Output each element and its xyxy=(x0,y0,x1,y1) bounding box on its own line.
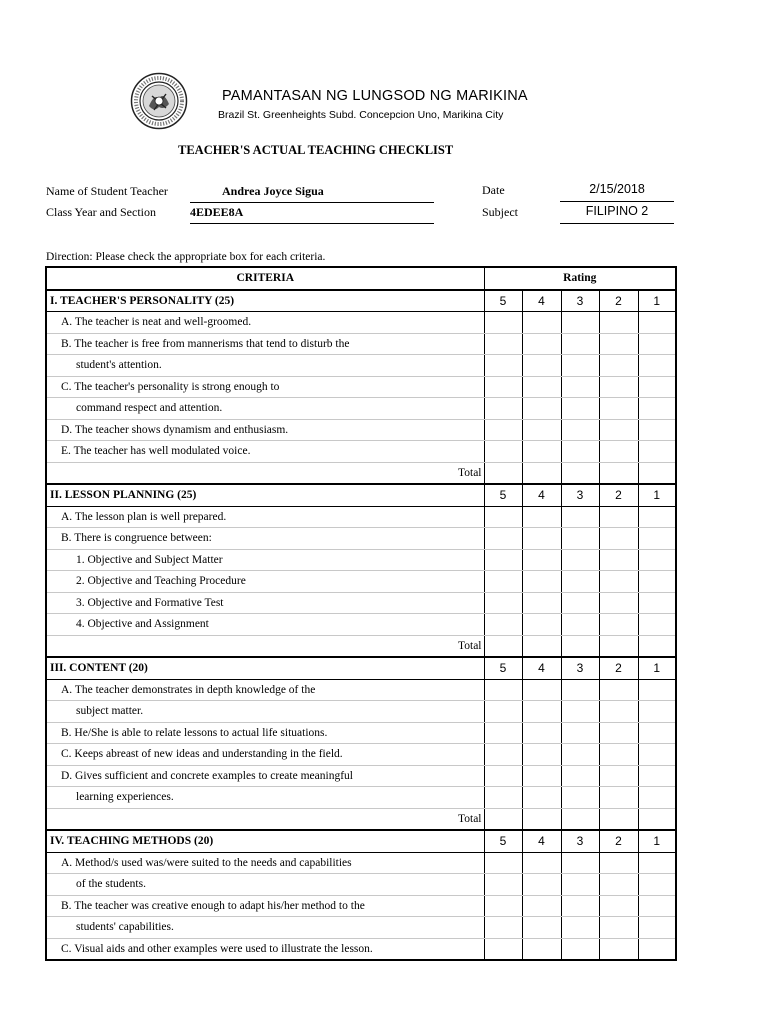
rating-checkbox-cell[interactable] xyxy=(561,571,599,593)
rating-checkbox-cell[interactable] xyxy=(561,549,599,571)
rating-checkbox-cell[interactable] xyxy=(638,549,676,571)
rating-checkbox-cell[interactable] xyxy=(484,398,522,420)
rating-checkbox-cell[interactable] xyxy=(484,441,522,463)
rating-checkbox-cell[interactable] xyxy=(599,419,638,441)
rating-scale-1: 1 xyxy=(638,290,676,312)
student-name-value: Andrea Joyce Sigua xyxy=(222,184,324,198)
criteria-row xyxy=(46,701,676,723)
criteria-row xyxy=(46,333,676,355)
rating-scale-1: 1 xyxy=(638,657,676,679)
rating-checkbox-cell[interactable] xyxy=(561,398,599,420)
rating-checkbox-cell[interactable] xyxy=(522,592,561,614)
table-header-row xyxy=(46,267,676,290)
date-underline xyxy=(560,201,674,202)
university-address: Brazil St. Greenheights Subd. Concepcion Uno, Marikina City xyxy=(218,109,504,121)
rating-checkbox-cell[interactable] xyxy=(561,441,599,463)
section-title: III. CONTENT (20) xyxy=(46,657,484,679)
rating-checkbox-cell[interactable] xyxy=(561,701,599,723)
rating-checkbox-cell[interactable] xyxy=(561,917,599,939)
rating-checkbox-cell[interactable] xyxy=(522,506,561,528)
rating-checkbox-cell[interactable] xyxy=(561,592,599,614)
criteria-row xyxy=(46,679,676,701)
rating-checkbox-cell[interactable] xyxy=(522,441,561,463)
rating-scale-1: 1 xyxy=(638,484,676,506)
criteria-text: D. The teacher shows dynamism and enthusiasm. xyxy=(46,419,484,441)
class-section-label: Class Year and Section xyxy=(46,205,156,219)
rating-scale-3: 3 xyxy=(561,657,599,679)
rating-checkbox-cell[interactable] xyxy=(599,614,638,636)
class-section-value: 4EDEE8A xyxy=(190,205,244,219)
rating-checkbox-cell[interactable] xyxy=(522,549,561,571)
rating-checkbox-cell[interactable] xyxy=(522,528,561,550)
criteria-row xyxy=(46,419,676,441)
total-cell[interactable] xyxy=(599,462,638,484)
rating-scale-3: 3 xyxy=(561,830,599,852)
rating-checkbox-cell[interactable] xyxy=(638,571,676,593)
total-cell[interactable] xyxy=(522,462,561,484)
rating-checkbox-cell[interactable] xyxy=(484,938,522,960)
rating-checkbox-cell[interactable] xyxy=(599,549,638,571)
rating-checkbox-cell[interactable] xyxy=(638,874,676,896)
rating-checkbox-cell[interactable] xyxy=(522,333,561,355)
criteria-text: subject matter. xyxy=(46,701,484,723)
total-row xyxy=(46,462,676,484)
section-row xyxy=(46,657,676,679)
rating-checkbox-cell[interactable] xyxy=(599,376,638,398)
section-title: IV. TEACHING METHODS (20) xyxy=(46,830,484,852)
criteria-row xyxy=(46,874,676,896)
rating-scale-2: 2 xyxy=(599,657,638,679)
total-cell[interactable] xyxy=(484,635,522,657)
direction-text: Direction: Please check the appropriate box for each criteria. xyxy=(46,251,326,263)
rating-checkbox-cell[interactable] xyxy=(561,333,599,355)
criteria-header: CRITERIA xyxy=(46,267,484,290)
rating-checkbox-cell[interactable] xyxy=(522,701,561,723)
rating-checkbox-cell[interactable] xyxy=(599,355,638,377)
criteria-row xyxy=(46,917,676,939)
rating-checkbox-cell[interactable] xyxy=(638,679,676,701)
rating-checkbox-cell[interactable] xyxy=(638,441,676,463)
criteria-text: 4. Objective and Assignment xyxy=(46,614,484,636)
criteria-text: C. Visual aids and other examples were used to illustrate the lesson. xyxy=(46,938,484,960)
total-cell[interactable] xyxy=(561,462,599,484)
criteria-row xyxy=(46,895,676,917)
criteria-text: A. The teacher is neat and well-groomed. xyxy=(46,312,484,334)
rating-checkbox-cell[interactable] xyxy=(484,852,522,874)
total-cell[interactable] xyxy=(599,808,638,830)
criteria-row xyxy=(46,528,676,550)
criteria-row xyxy=(46,938,676,960)
rating-checkbox-cell[interactable] xyxy=(599,787,638,809)
rating-checkbox-cell[interactable] xyxy=(484,312,522,334)
rating-checkbox-cell[interactable] xyxy=(638,419,676,441)
rating-checkbox-cell[interactable] xyxy=(484,549,522,571)
student-name-label: Name of Student Teacher xyxy=(46,184,168,198)
rating-checkbox-cell[interactable] xyxy=(484,722,522,744)
rating-checkbox-cell[interactable] xyxy=(484,506,522,528)
rating-checkbox-cell[interactable] xyxy=(599,765,638,787)
total-cell[interactable] xyxy=(522,808,561,830)
rating-checkbox-cell[interactable] xyxy=(484,895,522,917)
rating-scale-4: 4 xyxy=(522,830,561,852)
date-label: Date xyxy=(482,183,505,197)
rating-checkbox-cell[interactable] xyxy=(522,917,561,939)
rating-checkbox-cell[interactable] xyxy=(522,765,561,787)
criteria-text: A. Method/s used was/were suited to the needs and capabilities xyxy=(46,852,484,874)
rating-checkbox-cell[interactable] xyxy=(599,571,638,593)
rating-checkbox-cell[interactable] xyxy=(599,917,638,939)
rating-checkbox-cell[interactable] xyxy=(484,787,522,809)
criteria-row xyxy=(46,744,676,766)
criteria-text: 3. Objective and Formative Test xyxy=(46,592,484,614)
rating-scale-5: 5 xyxy=(484,290,522,312)
rating-checkbox-cell[interactable] xyxy=(522,398,561,420)
criteria-row xyxy=(46,592,676,614)
rating-scale-4: 4 xyxy=(522,657,561,679)
checklist-table xyxy=(45,266,677,961)
rating-checkbox-cell[interactable] xyxy=(638,355,676,377)
criteria-text: B. He/She is able to relate lessons to actual life situations. xyxy=(46,722,484,744)
rating-checkbox-cell[interactable] xyxy=(599,701,638,723)
criteria-text: 2. Objective and Teaching Procedure xyxy=(46,571,484,593)
criteria-row xyxy=(46,506,676,528)
rating-scale-3: 3 xyxy=(561,484,599,506)
rating-checkbox-cell[interactable] xyxy=(522,895,561,917)
rating-checkbox-cell[interactable] xyxy=(599,722,638,744)
rating-checkbox-cell[interactable] xyxy=(638,765,676,787)
rating-checkbox-cell[interactable] xyxy=(484,376,522,398)
rating-checkbox-cell[interactable] xyxy=(638,722,676,744)
rating-checkbox-cell[interactable] xyxy=(522,852,561,874)
rating-checkbox-cell[interactable] xyxy=(484,571,522,593)
rating-checkbox-cell[interactable] xyxy=(484,528,522,550)
rating-checkbox-cell[interactable] xyxy=(638,312,676,334)
criteria-row xyxy=(46,441,676,463)
criteria-text: B. The teacher was creative enough to adapt his/her method to the xyxy=(46,895,484,917)
total-cell[interactable] xyxy=(599,635,638,657)
criteria-text: learning experiences. xyxy=(46,787,484,809)
rating-checkbox-cell[interactable] xyxy=(599,312,638,334)
criteria-row xyxy=(46,355,676,377)
rating-checkbox-cell[interactable] xyxy=(638,852,676,874)
rating-checkbox-cell[interactable] xyxy=(599,938,638,960)
rating-checkbox-cell[interactable] xyxy=(599,506,638,528)
criteria-text: A. The lesson plan is well prepared. xyxy=(46,506,484,528)
rating-checkbox-cell[interactable] xyxy=(561,787,599,809)
rating-checkbox-cell[interactable] xyxy=(638,917,676,939)
rating-checkbox-cell[interactable] xyxy=(638,614,676,636)
rating-checkbox-cell[interactable] xyxy=(484,419,522,441)
criteria-text: B. There is congruence between: xyxy=(46,528,484,550)
rating-checkbox-cell[interactable] xyxy=(561,506,599,528)
rating-checkbox-cell[interactable] xyxy=(599,744,638,766)
criteria-row xyxy=(46,571,676,593)
rating-checkbox-cell[interactable] xyxy=(638,895,676,917)
total-cell[interactable] xyxy=(638,808,676,830)
rating-checkbox-cell[interactable] xyxy=(638,506,676,528)
criteria-text: student's attention. xyxy=(46,355,484,377)
criteria-text: C. Keeps abreast of new ideas and understanding in the field. xyxy=(46,744,484,766)
rating-scale-4: 4 xyxy=(522,290,561,312)
rating-checkbox-cell[interactable] xyxy=(599,441,638,463)
section-row xyxy=(46,484,676,506)
rating-checkbox-cell[interactable] xyxy=(561,895,599,917)
rating-scale-5: 5 xyxy=(484,830,522,852)
rating-checkbox-cell[interactable] xyxy=(484,333,522,355)
rating-checkbox-cell[interactable] xyxy=(599,528,638,550)
rating-checkbox-cell[interactable] xyxy=(638,938,676,960)
rating-checkbox-cell[interactable] xyxy=(599,895,638,917)
criteria-row xyxy=(46,549,676,571)
criteria-row xyxy=(46,312,676,334)
criteria-text: A. The teacher demonstrates in depth knowledge of the xyxy=(46,679,484,701)
section-row xyxy=(46,290,676,312)
rating-checkbox-cell[interactable] xyxy=(522,376,561,398)
rating-checkbox-cell[interactable] xyxy=(561,312,599,334)
document-title: TEACHER'S ACTUAL TEACHING CHECKLIST xyxy=(178,143,454,157)
rating-checkbox-cell[interactable] xyxy=(561,744,599,766)
rating-scale-1: 1 xyxy=(638,830,676,852)
rating-checkbox-cell[interactable] xyxy=(522,744,561,766)
section-row xyxy=(46,830,676,852)
criteria-row xyxy=(46,787,676,809)
rating-checkbox-cell[interactable] xyxy=(599,874,638,896)
rating-checkbox-cell[interactable] xyxy=(561,376,599,398)
rating-checkbox-cell[interactable] xyxy=(561,419,599,441)
rating-checkbox-cell[interactable] xyxy=(599,333,638,355)
rating-checkbox-cell[interactable] xyxy=(638,701,676,723)
rating-checkbox-cell[interactable] xyxy=(484,355,522,377)
rating-checkbox-cell[interactable] xyxy=(638,528,676,550)
criteria-row xyxy=(46,398,676,420)
rating-checkbox-cell[interactable] xyxy=(522,722,561,744)
rating-scale-3: 3 xyxy=(561,290,599,312)
total-cell[interactable] xyxy=(638,635,676,657)
rating-checkbox-cell[interactable] xyxy=(522,355,561,377)
university-name: PAMANTASAN NG LUNGSOD NG MARIKINA xyxy=(222,88,528,104)
rating-checkbox-cell[interactable] xyxy=(638,592,676,614)
student-name-underline xyxy=(190,202,434,203)
class-section-underline xyxy=(190,223,434,224)
subject-label: Subject xyxy=(482,205,518,219)
rating-checkbox-cell[interactable] xyxy=(561,852,599,874)
rating-checkbox-cell[interactable] xyxy=(484,765,522,787)
university-seal-icon xyxy=(130,72,188,130)
rating-checkbox-cell[interactable] xyxy=(484,701,522,723)
total-label: Total xyxy=(46,462,484,484)
criteria-text: B. The teacher is free from mannerisms that tend to disturb the xyxy=(46,333,484,355)
rating-checkbox-cell[interactable] xyxy=(561,355,599,377)
rating-scale-5: 5 xyxy=(484,484,522,506)
rating-checkbox-cell[interactable] xyxy=(561,722,599,744)
rating-checkbox-cell[interactable] xyxy=(599,398,638,420)
total-cell[interactable] xyxy=(484,462,522,484)
rating-checkbox-cell[interactable] xyxy=(484,614,522,636)
rating-checkbox-cell[interactable] xyxy=(522,938,561,960)
rating-scale-5: 5 xyxy=(484,657,522,679)
rating-checkbox-cell[interactable] xyxy=(561,528,599,550)
criteria-row xyxy=(46,614,676,636)
criteria-text: 1. Objective and Subject Matter xyxy=(46,549,484,571)
rating-checkbox-cell[interactable] xyxy=(484,592,522,614)
criteria-row xyxy=(46,852,676,874)
criteria-row xyxy=(46,376,676,398)
criteria-row xyxy=(46,765,676,787)
section-title: II. LESSON PLANNING (25) xyxy=(46,484,484,506)
rating-checkbox-cell[interactable] xyxy=(561,614,599,636)
criteria-text: students' capabilities. xyxy=(46,917,484,939)
rating-checkbox-cell[interactable] xyxy=(599,852,638,874)
rating-checkbox-cell[interactable] xyxy=(561,874,599,896)
criteria-text: command respect and attention. xyxy=(46,398,484,420)
rating-scale-2: 2 xyxy=(599,290,638,312)
rating-checkbox-cell[interactable] xyxy=(638,376,676,398)
rating-checkbox-cell[interactable] xyxy=(484,874,522,896)
criteria-text: D. Gives sufficient and concrete examples to create meaningful xyxy=(46,765,484,787)
criteria-row xyxy=(46,722,676,744)
criteria-text: E. The teacher has well modulated voice. xyxy=(46,441,484,463)
criteria-text: C. The teacher's personality is strong enough to xyxy=(46,376,484,398)
rating-checkbox-cell[interactable] xyxy=(522,312,561,334)
rating-scale-4: 4 xyxy=(522,484,561,506)
subject-underline xyxy=(560,223,674,224)
total-cell[interactable] xyxy=(561,808,599,830)
rating-checkbox-cell[interactable] xyxy=(522,679,561,701)
total-cell[interactable] xyxy=(522,635,561,657)
total-label: Total xyxy=(46,808,484,830)
rating-checkbox-cell[interactable] xyxy=(484,744,522,766)
total-cell[interactable] xyxy=(638,462,676,484)
rating-checkbox-cell[interactable] xyxy=(638,787,676,809)
rating-checkbox-cell[interactable] xyxy=(561,938,599,960)
rating-checkbox-cell[interactable] xyxy=(522,419,561,441)
total-row xyxy=(46,808,676,830)
rating-checkbox-cell[interactable] xyxy=(638,744,676,766)
total-cell[interactable] xyxy=(561,635,599,657)
rating-checkbox-cell[interactable] xyxy=(484,917,522,939)
total-label: Total xyxy=(46,635,484,657)
total-row xyxy=(46,635,676,657)
rating-scale-2: 2 xyxy=(599,830,638,852)
rating-checkbox-cell[interactable] xyxy=(522,874,561,896)
date-value: 2/15/2018 xyxy=(589,182,645,196)
rating-checkbox-cell[interactable] xyxy=(599,592,638,614)
rating-header: Rating xyxy=(484,267,676,290)
criteria-text: of the students. xyxy=(46,874,484,896)
rating-checkbox-cell[interactable] xyxy=(638,333,676,355)
rating-checkbox-cell[interactable] xyxy=(561,765,599,787)
rating-checkbox-cell[interactable] xyxy=(484,679,522,701)
subject-value: FILIPINO 2 xyxy=(585,204,649,218)
total-cell[interactable] xyxy=(484,808,522,830)
section-title: I. TEACHER'S PERSONALITY (25) xyxy=(46,290,484,312)
rating-checkbox-cell[interactable] xyxy=(522,571,561,593)
rating-checkbox-cell[interactable] xyxy=(522,614,561,636)
rating-checkbox-cell[interactable] xyxy=(561,679,599,701)
rating-checkbox-cell[interactable] xyxy=(599,679,638,701)
rating-scale-2: 2 xyxy=(599,484,638,506)
rating-checkbox-cell[interactable] xyxy=(522,787,561,809)
rating-checkbox-cell[interactable] xyxy=(638,398,676,420)
